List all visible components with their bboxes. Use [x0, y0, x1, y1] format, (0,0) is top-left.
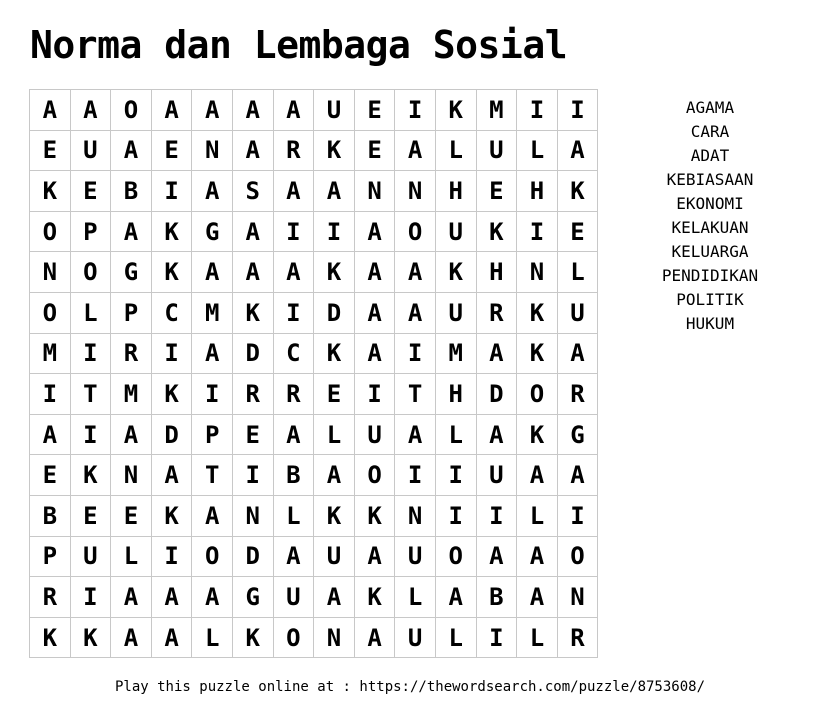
grid-row — [30, 617, 598, 658]
grid-cell[interactable]: K — [30, 617, 71, 658]
grid-cell[interactable]: D — [314, 292, 355, 333]
grid-cell[interactable]: K — [435, 252, 476, 293]
grid-cell[interactable]: O — [435, 536, 476, 577]
grid-cell[interactable]: P — [192, 414, 233, 455]
grid-row — [30, 577, 598, 618]
grid-row — [30, 90, 598, 131]
grid-cell[interactable]: I — [395, 90, 436, 131]
grid-cell[interactable]: I — [314, 211, 355, 252]
grid-cell[interactable]: K — [151, 252, 192, 293]
grid-cell[interactable]: A — [111, 617, 152, 658]
grid-cell[interactable]: R — [476, 292, 517, 333]
grid-cell[interactable]: U — [557, 292, 598, 333]
grid-cell[interactable]: A — [517, 455, 558, 496]
grid-cell[interactable]: B — [111, 171, 152, 212]
word-list-item: PENDIDIKAN — [661, 266, 759, 285]
grid-cell[interactable]: A — [354, 333, 395, 374]
grid-cell[interactable]: D — [151, 414, 192, 455]
grid-cell[interactable]: A — [151, 455, 192, 496]
grid-cell[interactable]: A — [395, 252, 436, 293]
grid-cell[interactable]: D — [232, 333, 273, 374]
grid-cell[interactable]: I — [435, 495, 476, 536]
grid-cell[interactable]: D — [476, 374, 517, 415]
grid-cell[interactable]: K — [314, 495, 355, 536]
grid-cell[interactable]: K — [354, 495, 395, 536]
grid-cell[interactable]: A — [354, 292, 395, 333]
grid-cell[interactable]: N — [395, 495, 436, 536]
grid-cell[interactable]: A — [273, 414, 314, 455]
grid-cell[interactable]: M — [111, 374, 152, 415]
grid-cell[interactable]: E — [151, 130, 192, 171]
grid-row — [30, 495, 598, 536]
grid-cell[interactable]: A — [273, 252, 314, 293]
grid-cell[interactable]: I — [395, 333, 436, 374]
grid-cell[interactable]: N — [517, 252, 558, 293]
grid-cell[interactable]: K — [476, 211, 517, 252]
grid-cell[interactable]: K — [151, 495, 192, 536]
grid-cell[interactable]: I — [517, 211, 558, 252]
grid-cell[interactable]: I — [70, 414, 111, 455]
grid-cell[interactable]: A — [111, 130, 152, 171]
grid-cell[interactable]: A — [151, 577, 192, 618]
grid-cell[interactable]: O — [70, 252, 111, 293]
grid-cell[interactable]: B — [476, 577, 517, 618]
grid-cell[interactable]: A — [30, 90, 71, 131]
word-list-item: KELUARGA — [671, 242, 749, 261]
grid-cell[interactable]: L — [517, 130, 558, 171]
grid-cell[interactable]: A — [314, 455, 355, 496]
grid-cell[interactable]: K — [517, 333, 558, 374]
grid-cell[interactable]: I — [557, 90, 598, 131]
grid-cell[interactable]: E — [354, 90, 395, 131]
grid-cell[interactable]: E — [314, 374, 355, 415]
grid-cell[interactable]: A — [395, 414, 436, 455]
grid-cell[interactable]: A — [192, 90, 233, 131]
grid-cell[interactable]: A — [557, 333, 598, 374]
grid-cell[interactable]: L — [557, 252, 598, 293]
grid-cell[interactable]: E — [557, 211, 598, 252]
grid-cell[interactable]: K — [70, 455, 111, 496]
word-list-item: HUKUM — [685, 314, 735, 333]
grid-cell[interactable]: L — [314, 414, 355, 455]
grid-cell[interactable]: I — [517, 90, 558, 131]
grid-cell[interactable]: A — [273, 171, 314, 212]
grid-cell[interactable]: A — [30, 414, 71, 455]
grid-cell[interactable]: N — [232, 495, 273, 536]
grid-cell[interactable]: N — [314, 617, 355, 658]
grid-cell[interactable]: R — [273, 374, 314, 415]
grid-cell[interactable]: O — [111, 90, 152, 131]
grid-cell[interactable]: E — [232, 414, 273, 455]
grid-cell[interactable]: A — [232, 211, 273, 252]
grid-cell[interactable]: E — [476, 171, 517, 212]
grid-cell[interactable]: I — [232, 455, 273, 496]
grid-cell[interactable]: A — [354, 617, 395, 658]
grid-cell[interactable]: P — [111, 292, 152, 333]
grid-cell[interactable]: I — [557, 495, 598, 536]
grid-cell[interactable]: I — [151, 536, 192, 577]
grid-cell[interactable]: T — [70, 374, 111, 415]
grid-cell[interactable]: O — [557, 536, 598, 577]
grid-cell[interactable]: K — [151, 374, 192, 415]
grid-cell[interactable]: L — [273, 495, 314, 536]
grid-cell[interactable]: D — [232, 536, 273, 577]
grid-cell[interactable]: A — [232, 252, 273, 293]
word-list-item: KELAKUAN — [671, 218, 749, 237]
grid-cell[interactable]: M — [30, 333, 71, 374]
grid-cell[interactable]: L — [517, 617, 558, 658]
grid-cell[interactable]: I — [476, 617, 517, 658]
grid-row — [30, 171, 598, 212]
grid-cell[interactable]: K — [557, 171, 598, 212]
grid-cell[interactable]: K — [517, 414, 558, 455]
grid-cell[interactable]: G — [232, 577, 273, 618]
grid-cell[interactable]: R — [557, 617, 598, 658]
grid-cell[interactable]: K — [70, 617, 111, 658]
grid-cell[interactable]: A — [192, 577, 233, 618]
grid-cell[interactable]: A — [354, 252, 395, 293]
grid-cell[interactable]: R — [232, 374, 273, 415]
grid-cell[interactable]: K — [517, 292, 558, 333]
grid-cell[interactable]: C — [273, 333, 314, 374]
grid-cell[interactable]: U — [395, 617, 436, 658]
grid-row — [30, 333, 598, 374]
grid-cell[interactable]: O — [30, 292, 71, 333]
grid-cell[interactable]: R — [111, 333, 152, 374]
grid-cell[interactable]: M — [476, 90, 517, 131]
grid-cell[interactable]: U — [354, 414, 395, 455]
grid-cell[interactable]: N — [557, 577, 598, 618]
word-list-item: AGAMA — [685, 98, 735, 117]
grid-cell[interactable]: L — [517, 495, 558, 536]
grid-row — [30, 292, 598, 333]
grid-cell[interactable]: A — [192, 495, 233, 536]
grid-cell[interactable]: U — [435, 292, 476, 333]
grid-cell[interactable]: H — [517, 171, 558, 212]
grid-row — [30, 374, 598, 415]
grid-cell[interactable]: A — [273, 536, 314, 577]
grid-cell[interactable]: H — [476, 252, 517, 293]
grid-cell[interactable]: U — [70, 536, 111, 577]
grid-cell[interactable]: A — [557, 130, 598, 171]
grid-cell[interactable]: N — [30, 252, 71, 293]
grid-cell[interactable]: C — [151, 292, 192, 333]
grid-cell[interactable]: A — [476, 414, 517, 455]
grid-cell[interactable]: A — [517, 577, 558, 618]
grid-cell[interactable]: U — [476, 130, 517, 171]
grid-cell[interactable]: A — [111, 577, 152, 618]
grid-cell[interactable]: A — [111, 414, 152, 455]
footer-link-text: Play this puzzle online at : https://thewordsearch.com/puzzle/8753608/ — [114, 679, 705, 695]
grid-cell[interactable]: K — [314, 130, 355, 171]
grid-cell[interactable]: I — [273, 211, 314, 252]
grid-cell[interactable]: O — [395, 211, 436, 252]
grid-cell[interactable]: H — [435, 374, 476, 415]
grid-row — [30, 252, 598, 293]
grid-cell[interactable]: M — [435, 333, 476, 374]
grid-cell[interactable]: O — [273, 617, 314, 658]
grid-cell[interactable]: L — [70, 292, 111, 333]
grid-cell[interactable]: G — [111, 252, 152, 293]
grid-cell[interactable]: R — [557, 374, 598, 415]
grid-cell[interactable]: A — [557, 455, 598, 496]
grid-cell[interactable]: A — [395, 130, 436, 171]
grid-cell[interactable]: E — [70, 495, 111, 536]
letter-grid[interactable] — [29, 89, 598, 658]
grid-cell[interactable]: L — [435, 414, 476, 455]
grid-cell[interactable]: I — [354, 374, 395, 415]
grid-row — [30, 130, 598, 171]
grid-cell[interactable]: N — [354, 171, 395, 212]
grid-cell[interactable]: A — [354, 536, 395, 577]
grid-cell[interactable]: U — [395, 536, 436, 577]
grid-cell[interactable]: K — [232, 292, 273, 333]
grid-cell[interactable]: A — [476, 536, 517, 577]
grid-cell[interactable]: I — [30, 374, 71, 415]
grid-cell[interactable]: P — [70, 211, 111, 252]
word-list-item: EKONOMI — [676, 194, 744, 213]
grid-cell[interactable]: U — [70, 130, 111, 171]
word-list-item: CARA — [690, 122, 730, 141]
grid-cell[interactable]: L — [395, 577, 436, 618]
grid-cell[interactable]: A — [314, 171, 355, 212]
grid-cell[interactable]: L — [192, 617, 233, 658]
grid-cell[interactable]: B — [273, 455, 314, 496]
grid-cell[interactable]: A — [476, 333, 517, 374]
grid-cell[interactable]: A — [314, 577, 355, 618]
grid-cell[interactable]: E — [30, 455, 71, 496]
grid-cell[interactable]: K — [151, 211, 192, 252]
grid-cell[interactable]: E — [354, 130, 395, 171]
grid-cell[interactable]: I — [273, 292, 314, 333]
grid-cell[interactable]: E — [111, 495, 152, 536]
puzzle-title: Norma dan Lembaga Sosial — [30, 23, 568, 67]
grid-cell[interactable]: L — [435, 617, 476, 658]
grid-cell[interactable]: N — [192, 130, 233, 171]
grid-cell[interactable]: A — [111, 211, 152, 252]
word-list-item: KEBIASAAN — [666, 170, 754, 189]
grid-row — [30, 536, 598, 577]
grid-cell[interactable]: A — [70, 90, 111, 131]
word-list-item: POLITIK — [676, 290, 744, 309]
grid-cell[interactable]: A — [354, 211, 395, 252]
grid-cell[interactable]: A — [232, 90, 273, 131]
word-list — [640, 96, 780, 336]
grid-cell[interactable]: I — [151, 333, 192, 374]
grid-cell[interactable]: I — [192, 374, 233, 415]
grid-cell[interactable]: K — [314, 333, 355, 374]
grid-cell[interactable]: K — [435, 90, 476, 131]
grid-row — [30, 414, 598, 455]
grid-cell[interactable]: I — [435, 455, 476, 496]
grid-cell[interactable]: T — [192, 455, 233, 496]
grid-cell[interactable]: A — [192, 171, 233, 212]
grid-cell[interactable]: I — [395, 455, 436, 496]
grid-cell[interactable]: O — [30, 211, 71, 252]
grid-cell[interactable]: A — [151, 617, 192, 658]
grid-cell[interactable]: K — [232, 617, 273, 658]
grid-cell[interactable]: R — [273, 130, 314, 171]
grid-cell[interactable]: L — [111, 536, 152, 577]
grid-cell[interactable]: K — [30, 171, 71, 212]
grid-cell[interactable]: A — [273, 90, 314, 131]
grid-cell[interactable]: P — [30, 536, 71, 577]
grid-cell[interactable]: I — [70, 333, 111, 374]
grid-cell[interactable]: U — [476, 455, 517, 496]
grid-cell[interactable]: A — [517, 536, 558, 577]
grid-cell[interactable]: B — [30, 495, 71, 536]
grid-cell[interactable]: A — [232, 130, 273, 171]
grid-cell[interactable]: A — [192, 333, 233, 374]
grid-cell[interactable]: U — [435, 211, 476, 252]
grid-cell[interactable]: A — [395, 292, 436, 333]
word-list-item: ADAT — [690, 146, 730, 165]
grid-cell[interactable]: S — [232, 171, 273, 212]
grid-cell[interactable]: H — [435, 171, 476, 212]
grid-cell[interactable]: E — [30, 130, 71, 171]
grid-cell[interactable]: T — [395, 374, 436, 415]
grid-cell[interactable]: K — [314, 252, 355, 293]
grid-cell[interactable]: R — [30, 577, 71, 618]
grid-cell[interactable]: I — [476, 495, 517, 536]
grid-cell[interactable]: U — [314, 536, 355, 577]
grid-row — [30, 455, 598, 496]
grid-cell[interactable]: O — [517, 374, 558, 415]
grid-cell[interactable]: U — [314, 90, 355, 131]
grid-cell[interactable]: I — [70, 577, 111, 618]
grid-cell[interactable]: E — [70, 171, 111, 212]
grid-cell[interactable]: G — [557, 414, 598, 455]
grid-cell[interactable]: K — [354, 577, 395, 618]
grid-cell[interactable]: N — [111, 455, 152, 496]
grid-cell[interactable]: N — [395, 171, 436, 212]
grid-cell[interactable]: I — [151, 171, 192, 212]
grid-cell[interactable]: A — [151, 90, 192, 131]
grid-cell[interactable]: O — [354, 455, 395, 496]
grid-cell[interactable]: L — [435, 130, 476, 171]
grid-cell[interactable]: O — [192, 536, 233, 577]
grid-row — [30, 211, 598, 252]
grid-cell[interactable]: U — [273, 577, 314, 618]
grid-cell[interactable]: G — [192, 211, 233, 252]
grid-cell[interactable]: A — [435, 577, 476, 618]
grid-cell[interactable]: M — [192, 292, 233, 333]
grid-cell[interactable]: A — [192, 252, 233, 293]
